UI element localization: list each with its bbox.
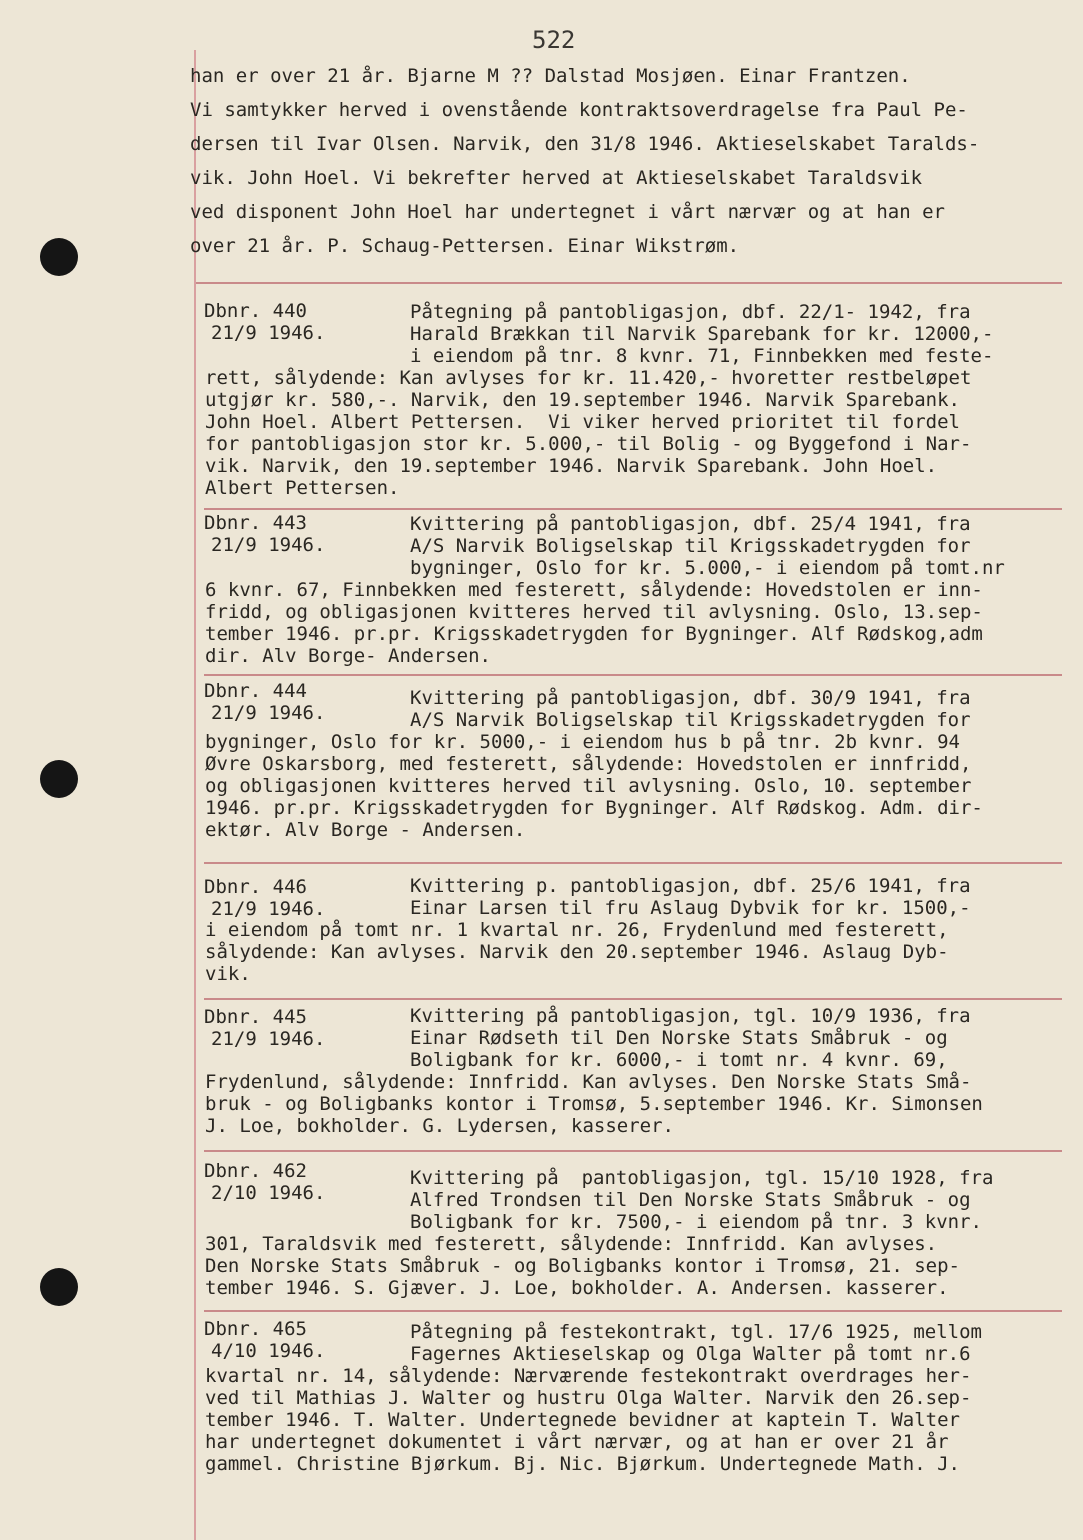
entry-divider <box>196 282 1062 284</box>
entry-date: 21/9 1946. <box>211 1028 326 1050</box>
page-number: 522 <box>532 26 576 54</box>
entry-line: 6 kvnr. 67, Finnbekken med festerett, sålydende: Hovedstolen er inn- <box>205 579 983 601</box>
entry-line: for pantobligasjon stor kr. 5.000,- til Bolig - og Byggefond i Nar- <box>205 433 972 455</box>
entry-line: kvartal nr. 14, sålydende: Nærværende festekontrakt overdrages her- <box>205 1365 972 1387</box>
entry-line: rett, sålydende: Kan avlyses for kr. 11.420,- hvoretter restbeløpet <box>205 367 972 389</box>
entry-line: i eiendom på tomt nr. 1 kvartal nr. 26, Frydenlund med festerett, <box>205 919 949 941</box>
punch-hole-icon <box>40 1268 78 1306</box>
entry-line: bygninger, Oslo for kr. 5.000,- i eiendom på tomt.nr <box>410 557 1005 579</box>
entry-line: tember 1946. T. Walter. Undertegnede bevidner at kaptein T. Walter <box>205 1409 960 1431</box>
entry-line: tember 1946. pr.pr. Krigsskadetrygden for Bygninger. Alf Rødskog,adm <box>205 623 983 645</box>
entry-line: utgjør kr. 580,-. Narvik, den 19.september 1946. Narvik Sparebank. <box>205 389 960 411</box>
intro-line: Vi samtykker herved i ovenstående kontraktsoverdragelse fra Paul Pe- <box>190 99 968 121</box>
entry-dbnr: Dbnr. 465 <box>204 1318 307 1340</box>
entry-date: 21/9 1946. <box>211 702 326 724</box>
entry-line: Kvittering på pantobligasjon, dbf. 25/4 1941, fra <box>410 513 971 535</box>
entry-line: J. Loe, bokholder. G. Lydersen, kasserer. <box>205 1115 674 1137</box>
entry-dbnr: Dbnr. 443 <box>204 512 307 534</box>
intro-line: han er over 21 år. Bjarne M ?? Dalstad Mosjøen. Einar Frantzen. <box>190 65 911 87</box>
entry-date: 4/10 1946. <box>211 1340 326 1362</box>
punch-hole-icon <box>40 238 78 276</box>
entry-line: Einar Larsen til fru Aslaug Dybvik for kr. 1500,- <box>410 897 971 919</box>
entry-dbnr: Dbnr. 446 <box>204 876 307 898</box>
entry-line: 301, Taraldsvik med festerett, sålydende: Innfridd. Kan avlyses. <box>205 1233 938 1255</box>
intro-line: vik. John Hoel. Vi bekrefter herved at Aktieselskabet Taraldsvik <box>190 167 923 189</box>
entry-line: Påtegning på festekontrakt, tgl. 17/6 1925, mellom <box>410 1321 982 1343</box>
entry-line: ektør. Alv Borge - Andersen. <box>205 819 526 841</box>
entry-line: Boligbank for kr. 7500,- i eiendom på tnr. 3 kvnr. <box>410 1211 982 1233</box>
entry-line: og obligasjonen kvitteres herved til avlysning. Oslo, 10. september <box>205 775 972 797</box>
entry-line: bruk - og Boligbanks kontor i Tromsø, 5.september 1946. Kr. Simonsen <box>205 1093 983 1115</box>
entry-divider <box>204 508 1062 510</box>
entry-divider <box>204 1150 1062 1152</box>
entry-line: dir. Alv Borge- Andersen. <box>205 645 491 667</box>
entry-divider <box>204 674 1062 676</box>
intro-line: ved disponent John Hoel har undertegnet i vårt nærvær og at han er <box>190 201 945 223</box>
entry-line: Påtegning på pantobligasjon, dbf. 22/1- 1942, fra <box>410 301 971 323</box>
entry-line: Harald Brækkan til Narvik Sparebank for kr. 12000,- <box>410 323 994 345</box>
entry-divider <box>204 1310 1062 1312</box>
entry-line: A/S Narvik Boligselskap til Krigsskadetrygden for <box>410 709 971 731</box>
entry-dbnr: Dbnr. 444 <box>204 680 307 702</box>
entry-dbnr: Dbnr. 440 <box>204 300 307 322</box>
entry-line: Boligbank for kr. 6000,- i tomt nr. 4 kvnr. 69, <box>410 1049 948 1071</box>
intro-line: dersen til Ivar Olsen. Narvik, den 31/8 1946. Aktieselskabet Taralds- <box>190 133 980 155</box>
entry-line: John Hoel. Albert Pettersen. Vi viker herved prioritet til fordel <box>205 411 960 433</box>
entry-divider <box>204 998 1062 1000</box>
entry-line: Kvittering på pantobligasjon, dbf. 30/9 1941, fra <box>410 687 971 709</box>
intro-line: over 21 år. P. Schaug-Pettersen. Einar Wikstrøm. <box>190 235 740 257</box>
entry-divider <box>204 862 1062 864</box>
entry-line: Einar Rødseth til Den Norske Stats Småbruk - og <box>410 1027 948 1049</box>
entry-line: A/S Narvik Boligselskap til Krigsskadetrygden for <box>410 535 971 557</box>
entry-line: tember 1946. S. Gjæver. J. Loe, bokholder. A. Andersen. kasserer. <box>205 1277 949 1299</box>
entry-line: Kvittering på pantobligasjon, tgl. 10/9 1936, fra <box>410 1005 971 1027</box>
punch-hole-icon <box>40 760 78 798</box>
entry-dbnr: Dbnr. 462 <box>204 1160 307 1182</box>
entry-line: 1946. pr.pr. Krigsskadetrygden for Bygninger. Alf Rødskog. Adm. dir- <box>205 797 983 819</box>
entry-line: Øvre Oskarsborg, med festerett, sålydende: Hovedstolen er innfridd, <box>205 753 972 775</box>
entry-line: Den Norske Stats Småbruk - og Boligbanks kontor i Tromsø, 21. sep- <box>205 1255 960 1277</box>
entry-line: Kvittering p. pantobligasjon, dbf. 25/6 1941, fra <box>410 875 971 897</box>
red-margin-line <box>194 50 196 1540</box>
entry-line: Alfred Trondsen til Den Norske Stats Småbruk - og <box>410 1189 971 1211</box>
entry-date: 2/10 1946. <box>211 1182 326 1204</box>
entry-line: Kvittering på pantobligasjon, tgl. 15/10 1928, fra <box>410 1167 994 1189</box>
entry-dbnr: Dbnr. 445 <box>204 1006 307 1028</box>
entry-date: 21/9 1946. <box>211 898 326 920</box>
entry-date: 21/9 1946. <box>211 322 326 344</box>
entry-line: vik. Narvik, den 19.september 1946. Narvik Sparebank. John Hoel. <box>205 455 938 477</box>
entry-line: i eiendom på tnr. 8 kvnr. 71, Finnbekken med feste- <box>410 345 994 367</box>
entry-line: ved til Mathias J. Walter og hustru Olga Walter. Narvik den 26.sep- <box>205 1387 972 1409</box>
entry-line: har undertegnet dokumentet i vårt nærvær, og at han er over 21 år <box>205 1431 949 1453</box>
entry-line: gammel. Christine Bjørkum. Bj. Nic. Bjørkum. Undertegnede Math. J. <box>205 1453 960 1475</box>
entry-date: 21/9 1946. <box>211 534 326 556</box>
entry-line: fridd, og obligasjonen kvitteres herved til avlysning. Oslo, 13.sep- <box>205 601 983 623</box>
entry-line: vik. <box>205 963 251 985</box>
entry-line: Albert Pettersen. <box>205 477 400 499</box>
entry-line: bygninger, Oslo for kr. 5000,- i eiendom hus b på tnr. 2b kvnr. 94 <box>205 731 960 753</box>
entry-line: Frydenlund, sålydende: Innfridd. Kan avlyses. Den Norske Stats Små- <box>205 1071 972 1093</box>
entry-line: sålydende: Kan avlyses. Narvik den 20.september 1946. Aslaug Dyb- <box>205 941 949 963</box>
entry-line: Fagernes Aktieselskap og Olga Walter på tomt nr.6 <box>410 1343 971 1365</box>
